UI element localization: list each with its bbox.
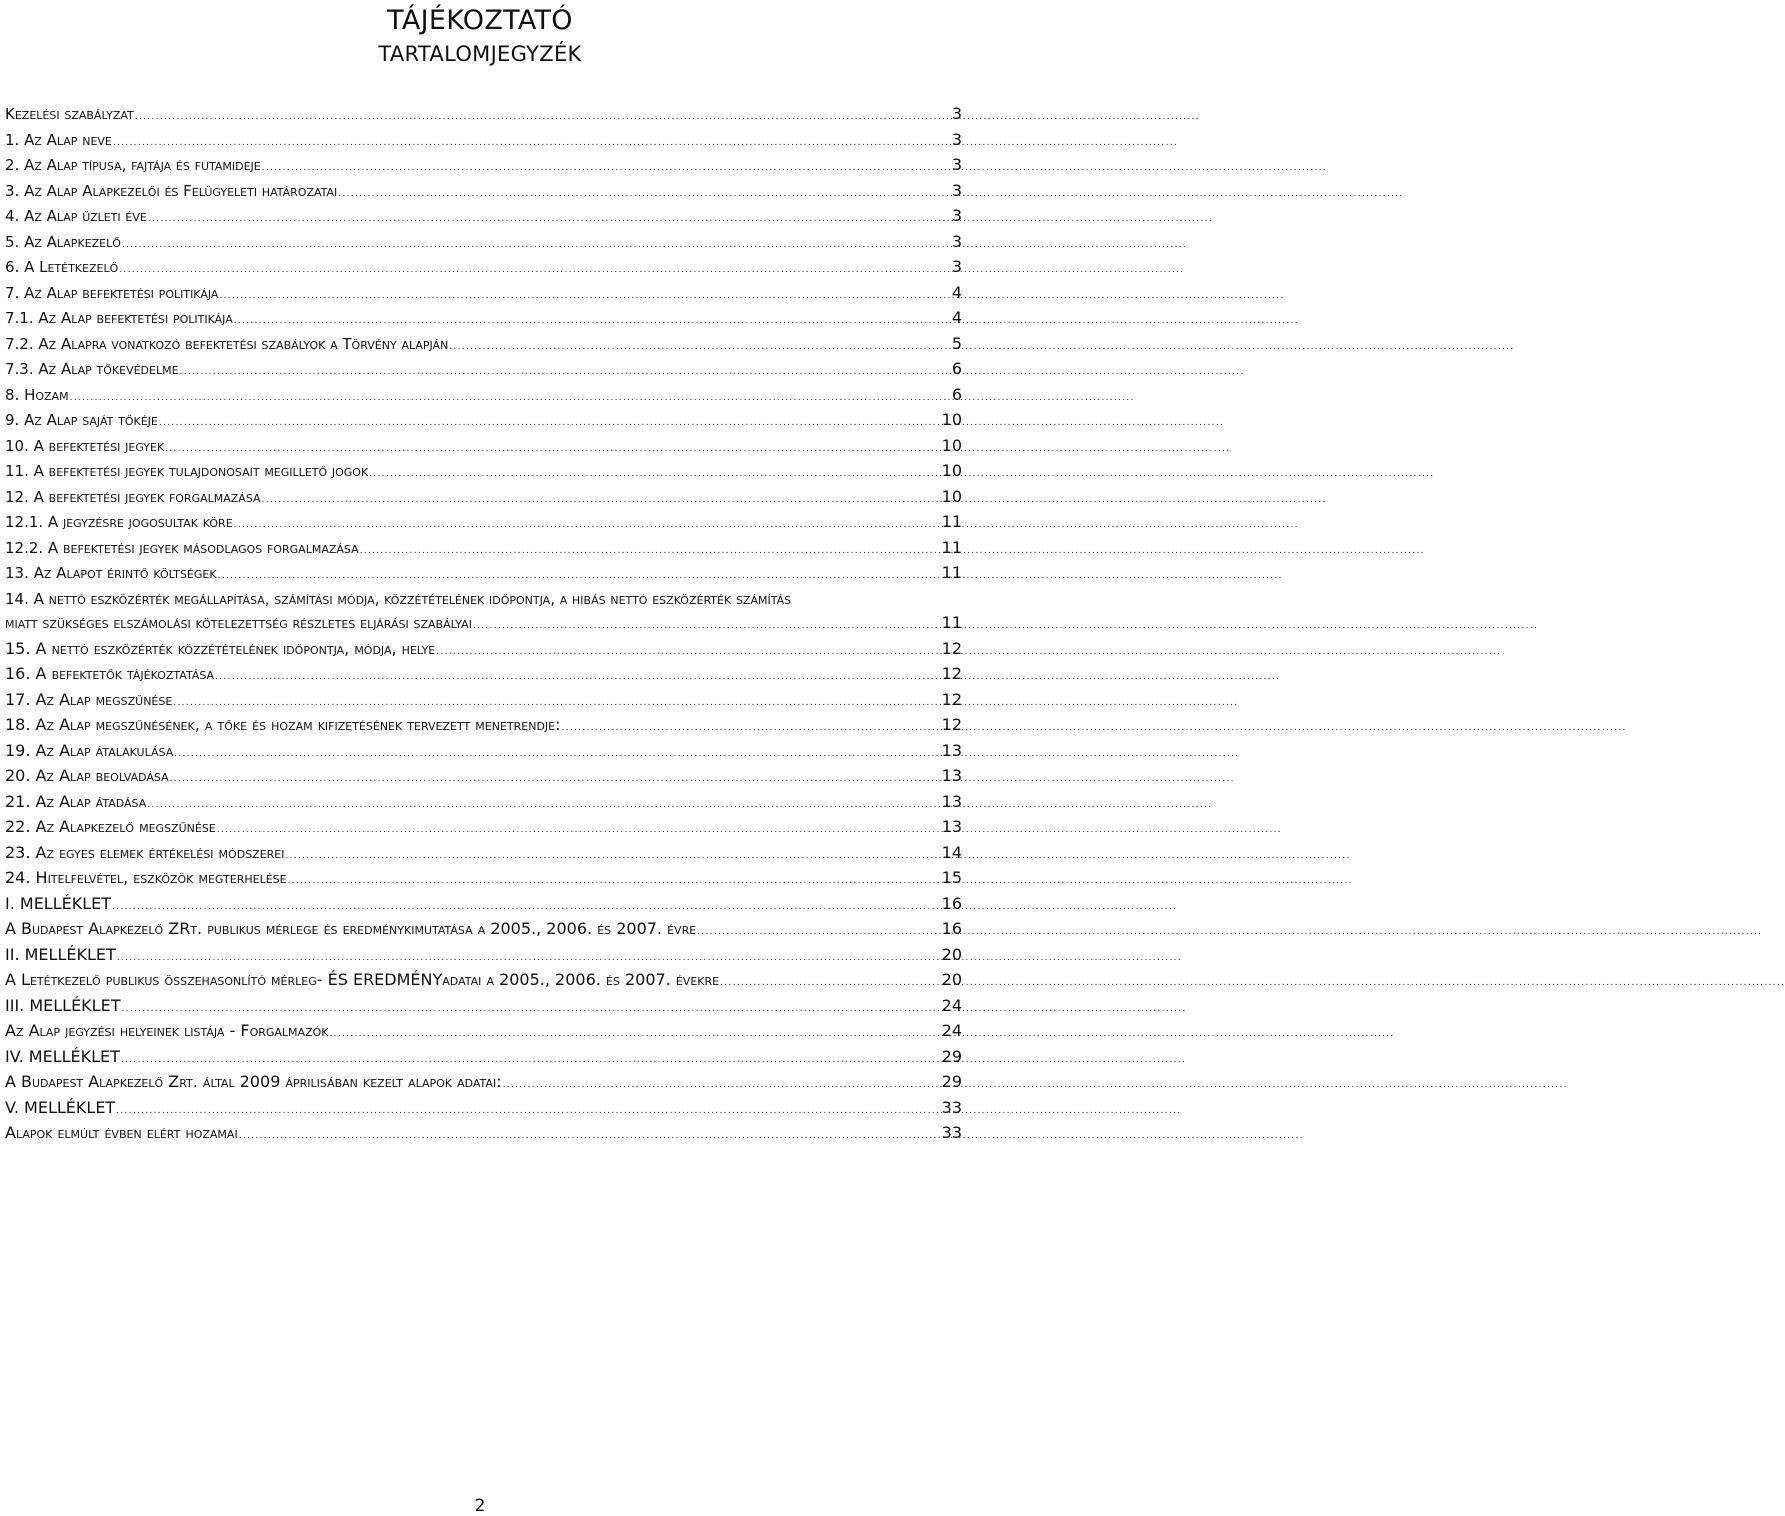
toc-entry-title: 3. Az Alap Alapkezelői és Felügyeleti határozatai <box>5 181 338 200</box>
toc-entry-page: 3 <box>951 257 962 276</box>
toc-entry-title-continued: miatt szükséges elszámolási kötelezettség részletes eljárási szabályai <box>5 613 472 632</box>
dot-leader <box>360 540 941 563</box>
dot-leader <box>147 794 940 817</box>
toc-entry-page: 12 <box>941 638 962 658</box>
dot-leader <box>148 208 951 231</box>
toc-entry-title: 4. Az Alap üzleti éve <box>5 207 147 225</box>
toc-entry-page: 5 <box>951 333 962 353</box>
toc-entry-title: 2. Az Alap típusa, fajtája és futamideje <box>5 156 261 174</box>
toc-entry-page: 13 <box>941 766 962 785</box>
toc-entry-title: 10. A befektetési jegyek <box>5 436 165 455</box>
toc-entry[interactable] <box>5 154 962 180</box>
toc-entry-title: Kezelési szabályzat <box>5 105 134 123</box>
toc-entry[interactable] <box>5 638 962 664</box>
toc-entry-title: 9. Az Alap saját tőkéje <box>5 411 158 429</box>
toc-entry[interactable] <box>5 282 962 308</box>
toc-entry[interactable] <box>5 1046 962 1072</box>
page-number: 2 <box>474 1496 486 1516</box>
toc-entry-page: 11 <box>941 537 962 557</box>
toc-entry[interactable] <box>5 307 962 333</box>
toc-entry[interactable] <box>5 409 962 435</box>
toc-entry[interactable] <box>5 1122 962 1148</box>
toc-entry[interactable] <box>5 689 962 715</box>
toc-entry-page: 20 <box>941 970 962 989</box>
toc-entry-title: A Letétkezelő publikus összehasonlító mérleg- ÉS EREDMÉNYadatai a 2005., 2006. és 2007. évekre <box>5 970 720 989</box>
dot-leader <box>262 157 951 180</box>
dot-leader <box>217 819 941 842</box>
dot-leader <box>449 336 951 359</box>
dot-leader <box>697 921 940 944</box>
toc-entry-title: 19. Az Alap átalakulása <box>5 740 174 760</box>
toc-entry-page: 16 <box>941 893 962 913</box>
toc-entry[interactable] <box>5 816 962 842</box>
toc-entry-title: 16. A befektetők tájékoztatása <box>5 664 215 683</box>
toc-entry-title: 6. A Letétkezelő <box>5 258 119 276</box>
toc-entry[interactable] <box>5 1020 962 1046</box>
dot-leader <box>262 489 941 512</box>
toc-entry-title: 20. Az Alap beolvadása <box>5 766 169 785</box>
toc-entry[interactable] <box>5 486 962 512</box>
toc-entry[interactable] <box>5 180 962 206</box>
toc-entry-page: 10 <box>941 410 962 429</box>
toc-entry-page: 29 <box>941 1072 962 1091</box>
toc-entry-title: V. MELLÉKLET <box>5 1097 116 1117</box>
dot-leader <box>218 565 941 588</box>
toc-entry-title: I. MELLÉKLET <box>5 893 112 913</box>
toc-entry-title: 15. A nettó eszközérték közzétételének időpontja, módja, helye <box>5 638 436 658</box>
toc-entry-page: 3 <box>951 231 962 251</box>
toc-entry-title: Az Alap jegyzési helyeinek listája - Forgalmazók <box>5 1021 329 1040</box>
toc-entry[interactable] <box>5 537 962 563</box>
toc-entry[interactable] <box>5 740 962 766</box>
toc-entry-page: 6 <box>951 359 962 378</box>
dot-leader <box>119 259 951 282</box>
toc-entry[interactable] <box>5 103 962 129</box>
toc-entry-title: 12.1. A jegyzésre jogosultak köre <box>5 513 233 531</box>
toc-entry-page: 13 <box>941 817 962 836</box>
toc-entry-title: 11. A befektetési jegyek tulajdonosait megillető jogok <box>5 462 369 480</box>
toc-entry-title: 13. Az Alapot érintő költségek <box>5 564 217 582</box>
dot-leader <box>234 310 951 333</box>
toc-entry[interactable] <box>5 588 962 638</box>
table-of-contents <box>5 103 962 1148</box>
dot-leader <box>159 412 941 435</box>
toc-entry-page: 12 <box>941 715 962 734</box>
dot-leader <box>369 463 940 486</box>
toc-entry-title: 7.3. Az Alap tőkevédelme <box>5 360 179 378</box>
toc-entry-page: 15 <box>941 868 962 887</box>
toc-entry-title: 7.1. Az Alap befektetési politikája <box>5 309 233 327</box>
dot-leader <box>112 896 941 919</box>
toc-entry-title: 7. Az Alap befektetési politikája <box>5 283 219 302</box>
toc-entry[interactable] <box>5 918 962 944</box>
toc-entry-page: 3 <box>951 206 962 225</box>
dot-leader <box>285 845 940 868</box>
toc-entry-title: 12. A befektetési jegyek forgalmazása <box>5 487 261 506</box>
toc-entry-title: 18. Az Alap megszűnésének, a tőke és hozam kifizetésének tervezett menetrendje: <box>5 715 561 734</box>
toc-entry-title: 23. Az egyes elemek értékelési módszerei <box>5 842 285 862</box>
toc-entry-page: 24 <box>941 1021 962 1040</box>
toc-entry[interactable] <box>5 129 962 155</box>
toc-entry-title: II. MELLÉKLET <box>5 944 116 964</box>
toc-entry-page: 10 <box>941 461 962 480</box>
toc-entry[interactable] <box>5 969 962 995</box>
toc-entry-page: 10 <box>941 486 962 506</box>
dot-leader <box>135 106 951 129</box>
toc-entry[interactable] <box>5 333 962 359</box>
dot-leader <box>116 1100 940 1123</box>
toc-entry[interactable] <box>5 842 962 868</box>
toc-entry[interactable] <box>5 562 962 588</box>
toc-entry-page: 24 <box>941 995 962 1015</box>
toc-entry-page: 14 <box>941 842 962 862</box>
toc-entry[interactable] <box>5 1097 962 1123</box>
dot-leader <box>338 183 951 206</box>
dot-leader <box>117 947 941 970</box>
toc-entry-page: 3 <box>951 155 962 174</box>
toc-entry-title: 12.2. A befektetési jegyek másodlagos forgalmazása <box>5 538 359 557</box>
toc-entry-page: 11 <box>941 563 962 582</box>
toc-entry-title: 24. Hitelfelvétel, eszközök megterhelése <box>5 868 287 887</box>
toc-entry[interactable] <box>5 205 962 231</box>
dot-leader <box>70 387 951 410</box>
toc-entry-title: III. MELLÉKLET <box>5 995 121 1015</box>
toc-entry-title: 21. Az Alap átadása <box>5 791 147 811</box>
dot-leader <box>239 1125 941 1148</box>
toc-entry[interactable] <box>5 384 962 410</box>
toc-heading: TARTALOMJEGYZÉK <box>378 42 582 66</box>
toc-entry[interactable] <box>5 944 962 970</box>
toc-entry[interactable] <box>5 256 962 282</box>
toc-entry[interactable] <box>5 765 962 791</box>
toc-entry[interactable] <box>5 460 962 486</box>
toc-entry-page: 33 <box>941 1123 962 1142</box>
dot-leader <box>234 514 941 537</box>
dot-leader <box>720 972 941 995</box>
toc-entry-title: 1. Az Alap neve <box>5 130 112 149</box>
dot-leader <box>215 666 941 689</box>
dot-leader <box>562 717 941 740</box>
toc-entry[interactable] <box>5 231 962 257</box>
toc-entry-page: 3 <box>951 129 962 149</box>
toc-entry-title: IV. MELLÉKLET <box>5 1046 120 1066</box>
toc-entry-page: 3 <box>951 180 962 200</box>
toc-entry-title: Alapok elmúlt évben elért hozamai <box>5 1123 238 1142</box>
toc-entry[interactable] <box>5 1071 962 1097</box>
toc-entry[interactable] <box>5 893 962 919</box>
dot-leader <box>165 438 940 461</box>
dot-leader <box>121 998 940 1021</box>
toc-entry-title: 7.2. Az Alapra vonatkozó befektetési szabályok a Törvény alapján <box>5 334 449 353</box>
dot-leader <box>329 1023 940 1046</box>
toc-entry-page: 11 <box>941 512 962 531</box>
dot-leader <box>219 285 950 308</box>
toc-entry-title: A Budapest Alapkezelő Zrt. által 2009 áprilisában kezelt alapok adatai: <box>5 1072 502 1091</box>
toc-entry[interactable] <box>5 995 962 1021</box>
toc-entry-page: 16 <box>941 919 962 938</box>
toc-entry-page: 10 <box>941 435 962 455</box>
toc-entry-page: 13 <box>941 791 962 811</box>
toc-entry-title: 8. Hozam <box>5 385 69 404</box>
toc-entry-title: 17. Az Alap megszűnése <box>5 689 173 709</box>
dot-leader <box>288 870 941 893</box>
dot-leader <box>121 1049 941 1072</box>
toc-entry-page: 12 <box>941 664 962 683</box>
toc-entry[interactable] <box>5 714 962 740</box>
dot-leader <box>174 743 940 766</box>
dot-leader <box>113 132 951 155</box>
dot-leader <box>122 234 951 257</box>
toc-entry-page: 6 <box>951 384 962 404</box>
toc-entry-page: 12 <box>941 689 962 709</box>
toc-entry-page: 11 <box>941 612 962 632</box>
dot-leader <box>180 361 951 384</box>
toc-entry[interactable] <box>5 663 962 689</box>
document-title: TÁJÉKOZTATÓ <box>387 5 573 36</box>
toc-entry[interactable] <box>5 358 962 384</box>
toc-entry[interactable] <box>5 511 962 537</box>
toc-entry-title: A Budapest Alapkezelő ZRt. publikus mérlege és eredménykimutatása a 2005., 2006. és 2007. évre <box>5 919 697 938</box>
toc-entry[interactable] <box>5 867 962 893</box>
dot-leader <box>436 641 940 664</box>
dot-leader <box>170 768 941 791</box>
toc-entry-page: 20 <box>941 944 962 964</box>
toc-entry[interactable] <box>5 791 962 817</box>
toc-entry[interactable] <box>5 435 962 461</box>
dot-leader <box>473 615 941 638</box>
dot-leader <box>503 1074 941 1097</box>
toc-entry-title: 5. Az Alapkezelő <box>5 232 121 251</box>
toc-entry-page: 13 <box>941 740 962 760</box>
toc-entry-page: 29 <box>941 1046 962 1066</box>
toc-entry-page: 3 <box>951 104 962 123</box>
toc-entry-page: 4 <box>951 282 962 302</box>
toc-entry-page: 33 <box>941 1097 962 1117</box>
toc-entry-title: 22. Az Alapkezelő megszűnése <box>5 817 216 836</box>
toc-entry-title: 14. A nettó eszközérték megállapítása, számítási módja, közzétételének időpontja, a hibás nettó eszközérték számítás <box>5 589 792 608</box>
dot-leader <box>173 692 940 715</box>
toc-entry-page: 4 <box>951 308 962 327</box>
